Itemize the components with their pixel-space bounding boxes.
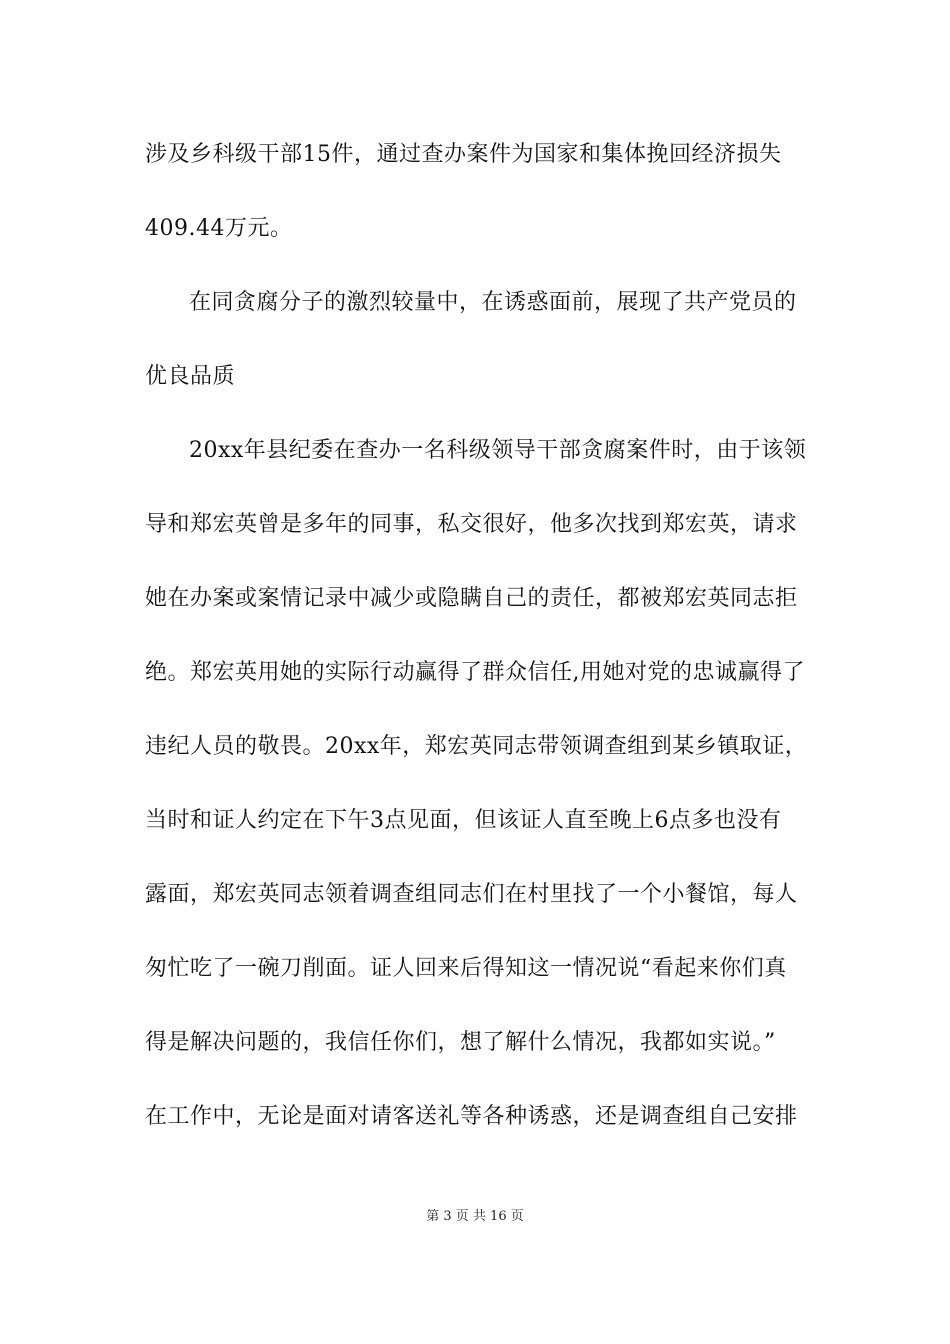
- body-text-line: 导和郑宏英曾是多年的同事，私交很好，他多次找到郑宏英，请求: [145, 512, 798, 537]
- body-text-line: 在工作中，无论是面对请客送礼等各种诱惑，还是调查组自己安排: [145, 1104, 798, 1129]
- body-text-line: 绝。郑宏英用她的实际行动赢得了群众信任,用她对党的忠诚赢得了: [145, 660, 805, 685]
- body-text-line: 当时和证人约定在下午3点见面，但该证人直至晚上6点多也没有: [145, 808, 782, 833]
- body-text-line: 20xx年县纪委在查办一名科级领导干部贪腐案件时，由于该领: [189, 438, 807, 463]
- paragraph-heading-line: 优良品质: [145, 364, 236, 389]
- body-text-line: 涉及乡科级干部15件，通过查办案件为国家和集体挽回经济损失: [145, 142, 782, 167]
- body-text-line: 违纪人员的敬畏。20xx年，郑宏英同志带领调查组到某乡镇取证，: [145, 734, 808, 759]
- body-text-line: 露面，郑宏英同志领着调查组同志们在村里找了一个小餐馆，每人: [145, 882, 798, 907]
- body-text-line: 匆忙吃了一碗刀削面。证人回来后得知这一情况说“看起来你们真: [145, 956, 787, 981]
- body-text-line: 409.44万元。: [145, 216, 293, 241]
- body-text-line: 她在办案或案情记录中减少或隐瞒自己的责任，都被郑宏英同志拒: [145, 586, 798, 611]
- body-text-line: 得是解决问题的，我信任你们，想了解什么情况，我都如实说。”: [145, 1030, 776, 1055]
- paragraph-heading-line: 在同贪腐分子的激烈较量中，在诱惑面前，展现了共产党员的: [189, 290, 797, 315]
- page-number-footer: 第 3 页 共 16 页: [426, 1209, 524, 1224]
